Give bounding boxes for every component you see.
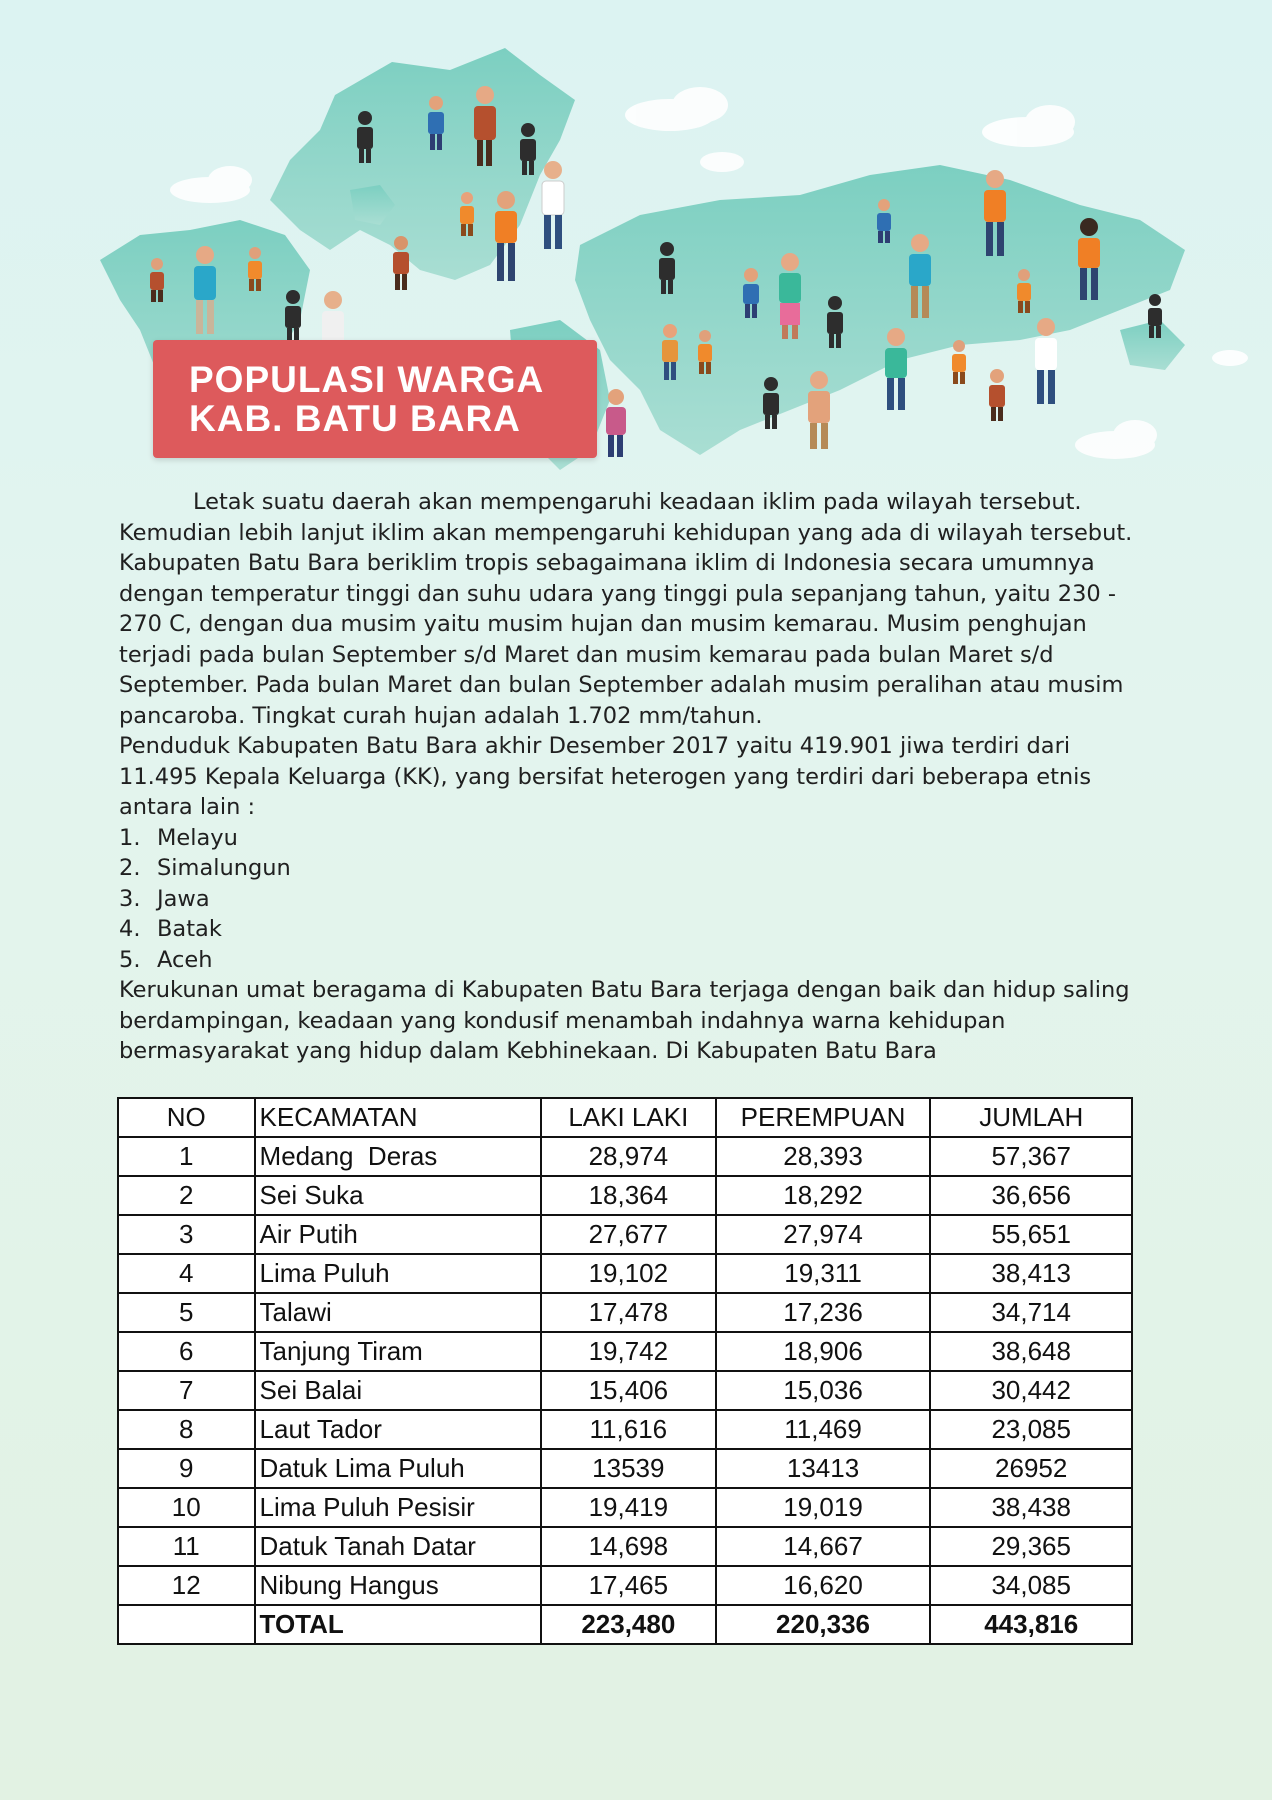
cell-laki: 19,742 [541, 1332, 716, 1371]
cell-perempuan: 19,019 [716, 1488, 931, 1527]
table-header-row [118, 1098, 1132, 1137]
header-jumlah: JUMLAH [930, 1098, 1132, 1137]
list-item-label: Simalungun [157, 855, 291, 881]
cell-laki: 27,677 [541, 1215, 716, 1254]
cell-no: 1 [118, 1137, 255, 1176]
table-row [118, 1371, 1132, 1410]
cell-perempuan: 17,236 [716, 1293, 931, 1332]
climate-paragraph: Letak suatu daerah akan mempengaruhi keadaan iklim pada wilayah tersebut. Kemudian lebih lanjut iklim akan mempengaruhi kehidupan yang ada di wilayah tersebut. Kabupaten Batu Bara beriklim tropis sebagaimana iklim di Indonesia secara umumnya dengan temperatur tinggi dan suhu udara yang tinggi pula sepanjang tahun, yaitu 230 - 270 C, dengan dua musim yaitu musim hujan dan musim kemarau. Musim penghujan terjadi pada bulan September s/d Maret dan musim kemarau pada bulan Maret s/d September. Pada bulan Maret dan bulan September adalah musim peralihan atau musim pancaroba. Tingkat curah hujan adalah 1.702 mm/tahun. [119, 489, 1133, 729]
cell-laki: 11,616 [541, 1410, 716, 1449]
cell-perempuan: 220,336 [716, 1605, 931, 1644]
cell-no: 11 [118, 1527, 255, 1566]
cell-perempuan: 13413 [716, 1449, 931, 1488]
cell-jumlah: 38,413 [930, 1254, 1132, 1293]
cell-kecamatan: Datuk Tanah Datar [255, 1527, 541, 1566]
cell-perempuan: 15,036 [716, 1371, 931, 1410]
harmony-paragraph: Kerukunan umat beragama di Kabupaten Batu Bara terjaga dengan baik dan hidup saling berdampingan, keadaan yang kondusif menambah indahnya warna kehidupan bermasyarakat yang hidup dalam Kebhinekaan. Di Kabupaten Batu Bara [119, 977, 1130, 1064]
cell-perempuan: 18,906 [716, 1332, 931, 1371]
cell-kecamatan: Tanjung Tiram [255, 1332, 541, 1371]
cell-kecamatan: Air Putih [255, 1215, 541, 1254]
cell-perempuan: 14,667 [716, 1527, 931, 1566]
cell-perempuan: 16,620 [716, 1566, 931, 1605]
cell-kecamatan: TOTAL [255, 1605, 541, 1644]
cell-laki: 13539 [541, 1449, 716, 1488]
cell-kecamatan: Sei Suka [255, 1176, 541, 1215]
list-item-number: 3. [119, 885, 141, 912]
list-item-number: 1. [119, 824, 141, 851]
list-item [119, 945, 1139, 976]
title-line-1: POPULASI WARGA [189, 359, 545, 400]
cell-kecamatan: Nibung Hangus [255, 1566, 541, 1605]
table-row [118, 1527, 1132, 1566]
list-item [119, 823, 1139, 854]
cell-no: 6 [118, 1332, 255, 1371]
cell-laki: 15,406 [541, 1371, 716, 1410]
cell-no: 4 [118, 1254, 255, 1293]
cell-no: 8 [118, 1410, 255, 1449]
cell-laki: 28,974 [541, 1137, 716, 1176]
cell-jumlah: 30,442 [930, 1371, 1132, 1410]
cell-jumlah: 34,714 [930, 1293, 1132, 1332]
cell-jumlah: 38,438 [930, 1488, 1132, 1527]
cell-kecamatan: Lima Puluh [255, 1254, 541, 1293]
table-row [118, 1293, 1132, 1332]
cell-perempuan: 27,974 [716, 1215, 931, 1254]
list-item [119, 853, 1139, 884]
cell-perempuan: 11,469 [716, 1410, 931, 1449]
cell-no: 2 [118, 1176, 255, 1215]
cell-jumlah: 26952 [930, 1449, 1132, 1488]
cell-kecamatan: Datuk Lima Puluh [255, 1449, 541, 1488]
cell-no [118, 1605, 255, 1644]
list-item-number: 4. [119, 916, 141, 942]
cell-jumlah: 443,816 [930, 1605, 1132, 1644]
cell-no: 10 [118, 1488, 255, 1527]
cell-laki: 19,419 [541, 1488, 716, 1527]
cell-no: 7 [118, 1371, 255, 1410]
cell-kecamatan: Medang Deras [255, 1137, 541, 1176]
title-line-2: KAB. BATU BARA [189, 398, 521, 439]
list-item [119, 914, 1139, 945]
list-item-number: 2. [119, 855, 141, 881]
cell-jumlah: 38,648 [930, 1332, 1132, 1371]
table-row [118, 1176, 1132, 1215]
cell-perempuan: 18,292 [716, 1176, 931, 1215]
cell-jumlah: 57,367 [930, 1137, 1132, 1176]
header-kecamatan: KECAMATAN [255, 1098, 541, 1137]
population-paragraph: Penduduk Kabupaten Batu Bara akhir Desember 2017 yaitu 419.901 jiwa terdiri dari 11.495 Kepala Keluarga (KK), yang bersifat heterogen yang terdiri dari beberapa etnis antara lain : [119, 733, 1092, 820]
body-text [119, 487, 1139, 1067]
cell-jumlah: 23,085 [930, 1410, 1132, 1449]
cell-no: 9 [118, 1449, 255, 1488]
list-item-label: Jawa [157, 885, 210, 912]
table-row [118, 1410, 1132, 1449]
cell-jumlah: 29,365 [930, 1527, 1132, 1566]
table-row [118, 1488, 1132, 1527]
list-item [119, 884, 1139, 915]
cell-kecamatan: Laut Tador [255, 1410, 541, 1449]
cell-laki: 17,465 [541, 1566, 716, 1605]
cell-no: 5 [118, 1293, 255, 1332]
header-no: NO [118, 1098, 255, 1137]
cell-jumlah: 34,085 [930, 1566, 1132, 1605]
cell-jumlah: 36,656 [930, 1176, 1132, 1215]
cell-laki: 19,102 [541, 1254, 716, 1293]
table-row [118, 1215, 1132, 1254]
cell-jumlah: 55,651 [930, 1215, 1132, 1254]
list-item-label: Melayu [157, 824, 238, 851]
cell-perempuan: 28,393 [716, 1137, 931, 1176]
cell-kecamatan: Lima Puluh Pesisir [255, 1488, 541, 1527]
cell-kecamatan: Talawi [255, 1293, 541, 1332]
cell-laki: 223,480 [541, 1605, 716, 1644]
table-row [118, 1449, 1132, 1488]
cell-laki: 14,698 [541, 1527, 716, 1566]
table-row [118, 1254, 1132, 1293]
cell-laki: 18,364 [541, 1176, 716, 1215]
list-item-label: Batak [157, 916, 222, 942]
population-table [117, 1097, 1133, 1645]
table-row [118, 1566, 1132, 1605]
cell-no: 12 [118, 1566, 255, 1605]
table-row [118, 1137, 1132, 1176]
table-row [118, 1332, 1132, 1371]
list-item-number: 5. [119, 946, 141, 973]
table-total-row [118, 1605, 1132, 1644]
cell-no: 3 [118, 1215, 255, 1254]
header-laki: LAKI LAKI [541, 1098, 716, 1137]
list-item-label: Aceh [157, 946, 213, 973]
cell-perempuan: 19,311 [716, 1254, 931, 1293]
cell-laki: 17,478 [541, 1293, 716, 1332]
header-perempuan: PEREMPUAN [716, 1098, 931, 1137]
page-title [153, 340, 597, 458]
cell-kecamatan: Sei Balai [255, 1371, 541, 1410]
ethnic-group-list [119, 823, 1139, 976]
